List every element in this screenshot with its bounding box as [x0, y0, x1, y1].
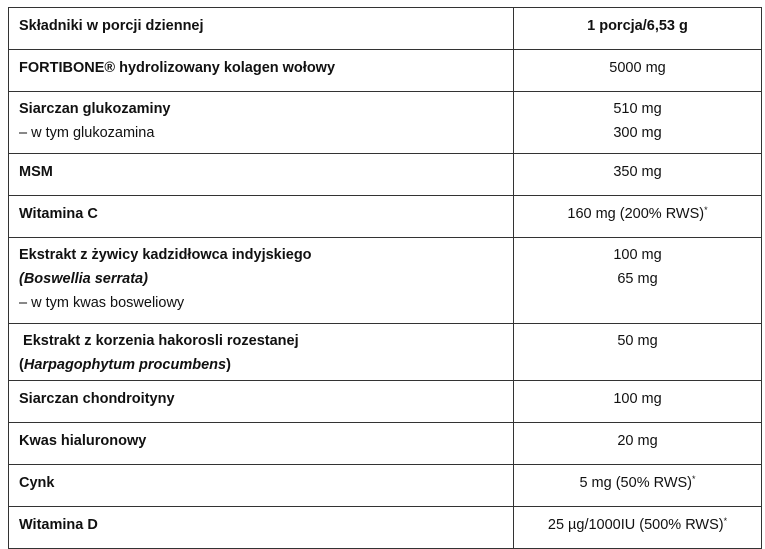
header-amount: 1 porcja/6,53 g [514, 8, 762, 50]
table-row [9, 92, 762, 154]
ingredient-name: Siarczan glukozaminy [19, 101, 171, 117]
ingredient-amount: 100 mg [613, 247, 662, 263]
ingredient-name: Witamina C [9, 196, 514, 238]
supplement-facts-table [8, 7, 762, 549]
ingredient-cell [9, 324, 514, 381]
ingredient-cell [9, 238, 514, 324]
amount-cell [514, 465, 762, 507]
ingredient-amount-sub: 300 mg [613, 125, 662, 141]
table-row [9, 154, 762, 196]
ingredient-name: Cynk [9, 465, 514, 507]
ingredient-name: Kwas hialuronowy [9, 423, 514, 465]
amount-cell [514, 238, 762, 324]
ingredient-amount: 25 µg/1000IU (500% RWS) [547, 517, 724, 533]
amount-cell [514, 92, 762, 154]
table-row [9, 196, 762, 238]
ingredient-amount: 5000 mg [514, 50, 762, 92]
ingredient-amount: 350 mg [514, 154, 762, 196]
ingredient-cell [9, 92, 514, 154]
paren-close: ) [226, 357, 231, 373]
ingredient-amount: 160 mg (200% RWS) [567, 206, 705, 222]
paren-open: ( [19, 357, 24, 373]
ingredient-name: Siarczan chondroityny [9, 381, 514, 423]
ingredient-amount: 5 mg (50% RWS) [579, 475, 693, 491]
footnote-marker: * [723, 516, 728, 526]
ingredient-amount: 510 mg [613, 101, 662, 117]
ingredient-subline: – w tym glukozamina [19, 125, 155, 141]
footnote-marker: * [704, 205, 708, 215]
ingredient-name: Witamina D [9, 507, 514, 549]
table-row [9, 324, 762, 381]
ingredient-name: MSM [9, 154, 514, 196]
table-row [9, 50, 762, 92]
ingredient-amount: 100 mg [514, 381, 762, 423]
ingredient-subline: – w tym kwas bosweliowy [19, 295, 185, 311]
ingredient-latin-line [19, 353, 503, 377]
ingredient-name: Ekstrakt z korzenia hakorosli rozestanej [19, 333, 299, 349]
header-ingredient: Składniki w porcji dziennej [9, 8, 514, 50]
table-row [9, 381, 762, 423]
table-row [9, 238, 762, 324]
table-row [9, 507, 762, 549]
ingredient-amount-sub: 65 mg [617, 271, 658, 287]
ingredient-name: Ekstrakt z żywicy kadzidłowca indyjskiego [19, 247, 312, 263]
table-row [9, 465, 762, 507]
ingredient-name: FORTIBONE® hydrolizowany kolagen wołowy [9, 50, 514, 92]
table-header-row [9, 8, 762, 50]
footnote-marker: * [692, 474, 696, 484]
amount-cell [514, 507, 762, 549]
ingredient-amount: 20 mg [514, 423, 762, 465]
ingredient-latin-name: (Boswellia serrata) [19, 271, 148, 287]
ingredient-amount: 50 mg [514, 324, 762, 381]
table-row [9, 423, 762, 465]
ingredient-latin-name: Harpagophytum procumbens [23, 357, 227, 373]
amount-cell [514, 196, 762, 238]
